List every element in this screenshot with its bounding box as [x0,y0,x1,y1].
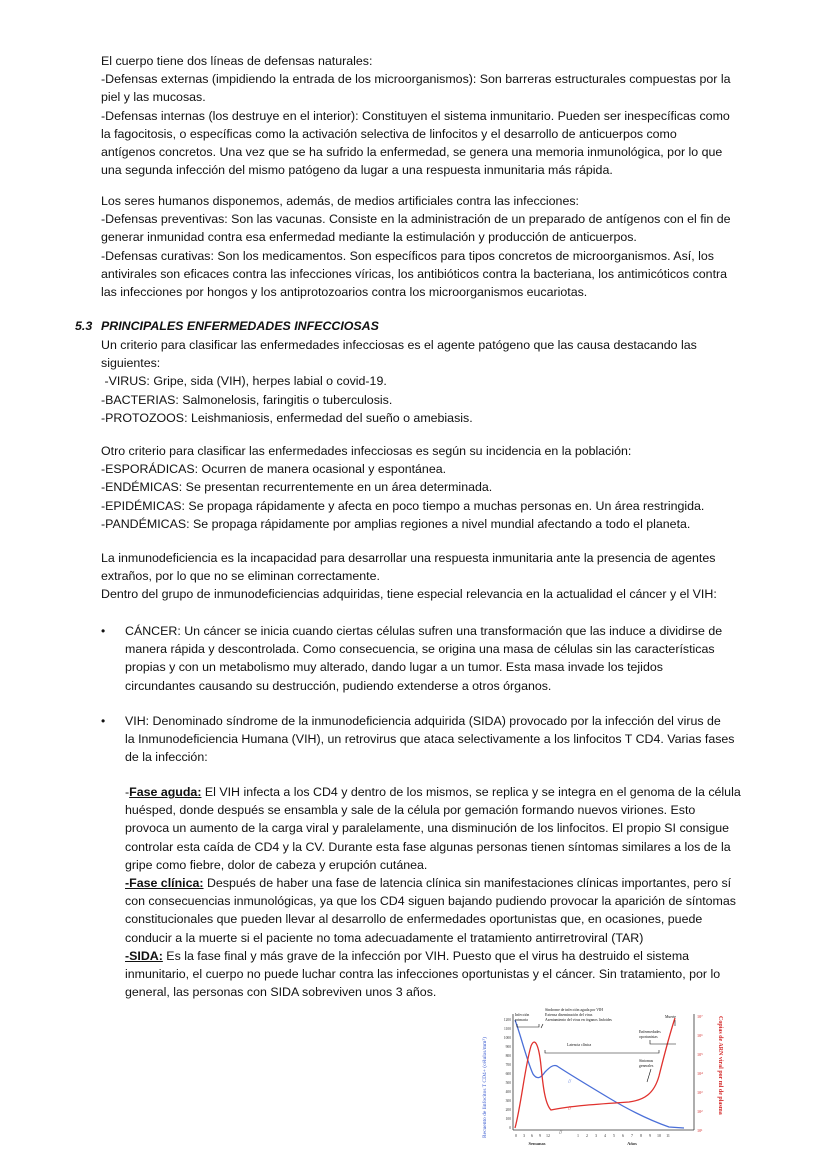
fase-aguda-line [125,783,791,801]
bullet-vih [125,712,791,767]
x-label-years: Años [627,1141,637,1146]
text-line: -PANDÉMICAS: Se propaga rápidamente por amplias regiones a nivel mundial afectando a todo el planeta. [101,516,691,531]
x-tick: 11 [666,1133,670,1138]
text-line: una segunda infección del mismo patógeno da lugar a una respuesta inmunitaria más rápida. [101,163,613,178]
annotation-primary: primaria [515,1018,528,1022]
bracket-opportunistic [650,1040,676,1044]
annotation-symptoms: Síntomas [639,1059,654,1063]
text-line: Un criterio para clasificar las enfermedades infecciosas es el agente patógeno que las causa destacando las [101,338,697,352]
text-line: las infecciones por hongos y los antiprotozoarios contra los microorganismos eucariotas. [101,284,588,299]
right-tick: 10³ [697,1090,703,1095]
text-line: propias y con un metabolismo muy alterado, dando lugar a un tumor. Esta masa invade los tejidos [125,660,663,675]
right-tick: 10² [697,1109,703,1114]
figure-annotations [515,1008,676,1068]
text-line: extraños, por lo que no se eliminan correctamente. [101,569,380,584]
left-ticks [504,1018,511,1130]
text-line: VIH: Denominado síndrome de la inmunodeficiencia adquirida (SIDA) provocado por la infección del virus de [125,714,721,728]
text-line: Dentro del grupo de inmunodeficiencias adquiridas, tiene especial relevancia en la actualidad el cáncer y el VIH: [101,587,717,602]
x-tick: 6 [622,1133,624,1138]
text-line: La inmunodeficiencia es la incapacidad para desarrollar una respuesta inmunitaria ante la presencia de agentes [101,551,716,565]
text-line: circundantes causando su destrucción, pudiendo extenderse a otros órganos. [125,678,552,693]
x-tick: 9 [649,1133,651,1138]
left-tick: 1200 [503,1018,511,1022]
x-tick: 2 [586,1133,588,1138]
left-tick: 200 [505,1108,511,1112]
fase-aguda-label: Fase aguda: [129,785,202,799]
text-line: generar inmunidad contra esa enfermedad mediante la estimulación y producción de anticuerpos. [101,230,637,245]
text-line: -ESPORÁDICAS: Ocurren de manera ocasional y espontánea. [101,462,447,477]
left-axis-label: Recuento de linfocitos T CD4+ (células/mm³) [482,1037,488,1138]
paragraph-natural-defenses [101,52,791,179]
x-tick: 6 [531,1133,533,1138]
text-line: siguientes: [101,356,161,371]
x-tick: 7 [631,1133,633,1138]
text-line: CÁNCER: Un cáncer se inicia cuando ciertas células sufren una transformación que las induce a dividirse de [125,624,723,638]
right-ticks [697,1014,703,1133]
x-tick: 9 [539,1133,541,1138]
annotation-opportunistic: Enfermedades [639,1030,661,1034]
text-line: la Inmunodeficiencia Humana (VIH), un retrovirus que ataca selectivamente a los linfocitos T CD4. Varias fases [125,732,735,747]
text-line: con consecuencias inmunológicas, ya que los CD4 siguen bajando pudiendo provocar la aparición de síntomas [125,894,736,909]
x-ticks-years [577,1133,670,1138]
x-tick: 4 [604,1133,606,1138]
annotation-acute: Síndrome de infección aguda por VIH [545,1008,604,1012]
bracket-primary [517,1024,539,1027]
annotation-primary: Infección [515,1013,530,1017]
text-run: Es la fase final y más grave de la infección por VIH. Puesto que el virus ha destruido el sistema [162,948,690,963]
right-tick: 10⁷ [697,1014,703,1019]
text-line: huésped, donde después se ensambla y sale de la célula por gemación formando nuevos viriones. Esto [125,803,696,818]
section-number: 5.3 [75,319,93,333]
left-tick: 800 [505,1054,511,1058]
left-tick: 700 [505,1063,511,1067]
left-tick: 500 [505,1081,511,1085]
x-tick: 3 [523,1133,525,1138]
text-line: conducir a la muerte si el paciente no toma adecuadamente el tratamiento antirretroviral (TAR) [125,930,644,945]
curve-break-mark: // [568,1106,572,1112]
left-tick: 600 [505,1072,511,1076]
hiv-progression-figure [479,1006,725,1159]
curve-break-mark: // [568,1079,572,1085]
annotation-latency: Latencia clínica [567,1043,592,1047]
section-title: PRINCIPALES ENFERMEDADES INFECCIOSAS [101,319,379,333]
text-line: controlar esta caída de CD4 y la CV. Durante esta fase algunas personas tienen síntomas similares a los de la [125,839,731,854]
text-line: provoca un aumento de la carga viral y paralelamente, una disminución de los linfocitos. El propio SI consigue [125,821,730,836]
text-line: -Defensas curativas: Son los medicamentos. Son específicos para tipos concretos de microorganismos. Así, los [101,248,714,263]
text-line: -VIRUS: Gripe, sida (VIH), herpes labial o covid-19. [101,374,387,389]
x-tick: 12 [546,1133,550,1138]
text-line: la fagocitosis, o específicas como la activación selectiva de linfocitos y el desarrollo de anticuerpos como [101,126,677,141]
left-tick: 400 [505,1090,511,1094]
text-line: constitucionales que pueden llevar al desarrollo de enfermedades oportunistas que, en ocasiones, puede [125,912,703,927]
left-tick: 900 [505,1045,511,1049]
axis-break-mark: // [559,1130,563,1136]
annotation-acute: Asentamiento del virus en órganos linfoides [545,1018,612,1022]
text-line: inmunitario, el cuerpo no puede luchar contra las infecciones oportunistas y el cáncer. Sin tratamiento, por lo [125,966,721,981]
text-line: El cuerpo tiene dos líneas de defensas naturales: [101,54,373,68]
x-tick: 5 [613,1133,615,1138]
annotation-acute: Extensa diseminación del virus [545,1013,593,1017]
paragraph-artificial-defenses [101,192,791,301]
hiv-progression-svg [479,1006,725,1159]
bracket-latency [545,1050,659,1053]
text-line: -ENDÉMICAS: Se presentan recurrentemente en un área determinada. [101,480,493,495]
x-label-weeks: Semanas [528,1141,546,1146]
text-line: -EPIDÉMICAS: Se propaga rápidamente y afecta en poco tiempo a muchas personas en. Un área restringida. [101,498,705,513]
x-tick: 1 [577,1133,579,1138]
text-line: manera rápida y descontrolada. Como consecuencia, se origina una masa de células sin las características [125,642,715,657]
right-tick: 10¹ [697,1128,703,1133]
x-tick: 8 [640,1133,642,1138]
text-line: -BACTERIAS: Salmonelosis, faringitis o tuberculosis. [101,392,393,407]
text-run: Después de haber una fase de latencia clínica sin manifestaciones clínicas importantes, pero sí [203,875,732,890]
sida-line [125,947,791,965]
text-line: -Defensas preventivas: Son las vacunas. Consiste en la administración de un preparado de antígenos con el fin de [101,212,731,227]
left-tick: 100 [505,1117,511,1121]
text-line: piel y las mucosas. [101,90,206,105]
text-line: Otro criterio para clasificar las enfermedades infecciosas es según su incidencia en la población: [101,444,632,458]
paragraph-immunodeficiency [101,549,791,604]
left-tick: 1100 [503,1027,511,1031]
fase-clinica-line [125,874,791,892]
right-tick: 10⁵ [697,1052,703,1057]
right-axis-label: Copias de ARN viral por ml de plasma [717,1016,723,1115]
x-tick: 10 [657,1133,661,1138]
text-line: antígenos concretos. Una vez que se ha sufrido la enfermedad, se genera una memoria inmunológica, por lo que [101,144,723,159]
bullet-point: • [101,624,106,638]
text-run: El VIH infecta a los CD4 y dentro de los mismos, se replica y se integra en el genoma de la célula [201,785,741,799]
paragraph-incidence-criteria [101,442,791,533]
text-line: general, las personas con SIDA sobreviven unos 3 años. [125,985,437,1000]
text-line: -Defensas internas (los destruye en el interior): Constituyen el sistema inmunitario. Pueden ser inespecíficas como [101,108,730,123]
text-line: antivirales son eficaces contra las infecciones víricas, los antibióticos contra la bacteriana, los antimicóticos contra [101,266,728,281]
x-ticks-weeks [515,1133,550,1138]
cd4-curve [515,1020,684,1128]
text-line: -PROTOZOOS: Leishmaniosis, enfermedad del sueño o amebiasis. [101,410,473,425]
bullet-cancer [125,622,791,695]
fase-clinica-label: -Fase clínica: [125,875,204,890]
left-tick: 0 [509,1126,511,1130]
text-line: Los seres humanos disponemos, además, de medios artificiales contra las infecciones: [101,194,579,208]
right-tick: 10⁴ [697,1071,703,1076]
left-tick: 300 [505,1099,511,1103]
pointer-acute [541,1024,543,1028]
vih-phases [125,783,791,1001]
paragraph-pathogen-criteria [101,336,791,427]
x-tick: 3 [595,1133,597,1138]
annotation-death: Muerte [665,1015,676,1019]
sida-label: -SIDA: [125,948,163,963]
text-line: gripe como fiebre, dolor de cabeza y erupción cutánea. [125,857,428,872]
left-tick: 1000 [503,1036,511,1040]
bullet-point: • [101,714,106,728]
pointer-symptoms [647,1069,651,1082]
x-tick: 0 [515,1133,517,1138]
right-tick: 10⁶ [697,1033,703,1038]
annotation-symptoms: generales [639,1064,654,1068]
fase-aguda-prefix: - [125,785,130,799]
annotation-opportunistic: oportunistas [639,1035,658,1039]
text-line: de la infección: [125,750,208,765]
text-line: -Defensas externas (impidiendo la entrada de los microorganismos): Son barreras estructurales compuestas por la [101,72,731,87]
section-heading [75,319,379,333]
